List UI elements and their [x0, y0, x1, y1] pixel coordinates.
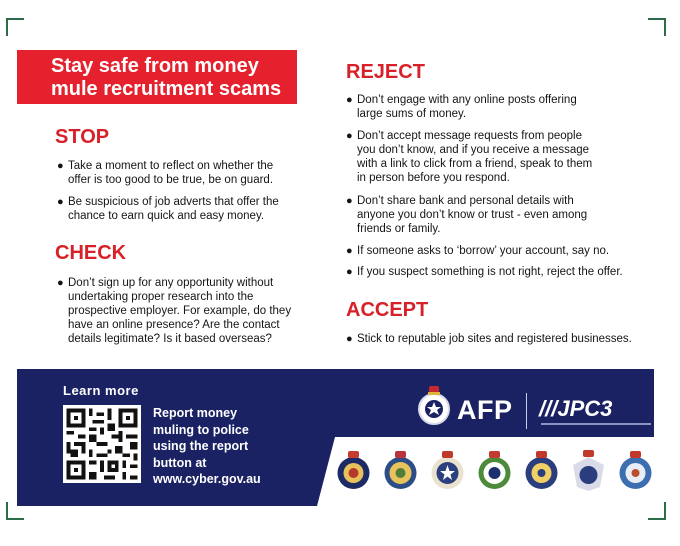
check-item-1 [57, 276, 291, 346]
check-heading: CHECK [55, 242, 127, 264]
bullet-icon: ● [346, 94, 353, 106]
reject-item-2-line-3: with a link to click from a friend, speak to them [357, 158, 593, 170]
corner-mark-top-right [648, 18, 666, 36]
tas-police-badge-icon [570, 449, 607, 492]
accept-item-1 [346, 332, 632, 346]
vic-police-badge-icon [429, 449, 466, 492]
check-item-1-line-5: details legitimate? Is it based overseas? [68, 333, 272, 345]
corner-mark-top-left [6, 18, 24, 36]
title-banner [17, 50, 297, 104]
title-line-2: mule recruitment scams [51, 78, 282, 100]
bullet-icon: ● [346, 245, 353, 257]
reject-item-1-line-2: large sums of money. [357, 108, 467, 120]
report-line-2: muling to police [153, 422, 249, 437]
reject-item-5-line-1: If you suspect something is not right, reject the offer. [357, 266, 623, 278]
report-line-4: button at [153, 455, 207, 470]
report-line-5[interactable]: www.cyber.gov.au [153, 472, 261, 486]
reject-item-4-line-1: If someone asks to ‘borrow’ your account, say no. [357, 245, 610, 257]
check-item-1-line-3: prospective employer. For example, do they [68, 305, 292, 317]
reject-item-3 [346, 194, 587, 236]
stop-item-1-line-2: offer is too good to be true, be on guard. [68, 174, 274, 186]
logo-divider [526, 393, 527, 429]
sa-police-badge-icon [476, 449, 513, 492]
check-item-1-line-2: undertaking proper research into the [68, 291, 254, 303]
afp-crest-icon [413, 383, 455, 427]
footer-panel [17, 369, 654, 506]
check-item-1-line-1: Don’t sign up for any opportunity without [68, 277, 274, 289]
bullet-icon: ● [346, 266, 353, 278]
reject-item-2 [346, 129, 592, 185]
report-line-3: using the report [153, 439, 249, 453]
bullet-icon: ● [346, 195, 353, 207]
reject-item-3-line-1: Don’t share bank and personal details with [357, 195, 574, 207]
nt-police-badge-icon [617, 449, 654, 492]
bullet-icon: ● [57, 277, 64, 289]
accept-item-1-line-1: Stick to reputable job sites and registered businesses. [357, 333, 632, 345]
stop-item-1-line-1: Take a moment to reflect on whether the [68, 160, 274, 172]
reject-item-4 [346, 244, 609, 258]
reject-item-3-line-3: friends or family. [357, 223, 441, 235]
reject-item-2-line-4: in person before you respond. [357, 172, 510, 184]
afp-logo-text: AFP [457, 395, 513, 425]
title-line-1: Stay safe from money [51, 55, 259, 77]
bullet-icon: ● [346, 333, 353, 345]
reject-item-3-line-2: anyone you don’t know or trust - even among [357, 209, 588, 221]
stop-item-2 [57, 195, 279, 223]
reject-item-2-line-1: Don’t accept message requests from people [357, 130, 583, 142]
qr-code-graphic [63, 405, 141, 483]
bullet-icon: ● [57, 196, 64, 208]
report-instructions [153, 405, 261, 488]
stop-item-1 [57, 159, 273, 187]
jpc3-logo-text: ///JPC3 [539, 396, 613, 421]
qr-code[interactable] [63, 405, 141, 483]
reject-item-1-line-1: Don’t engage with any online posts offering [357, 94, 577, 106]
stop-item-2-line-1: Be suspicious of job adverts that offer the [68, 196, 279, 208]
stop-heading: STOP [55, 126, 110, 148]
reject-item-1 [346, 93, 577, 121]
accept-heading: ACCEPT [346, 299, 429, 321]
bullet-icon: ● [346, 130, 353, 142]
report-line-1: Report money [153, 406, 238, 420]
jpc3-tagline-bar [541, 423, 651, 425]
nsw-police-badge-icon [335, 449, 372, 492]
stop-item-2-line-2: chance to earn quick and easy money. [68, 210, 265, 222]
reject-item-5 [346, 265, 623, 279]
reject-heading: REJECT [346, 61, 425, 83]
learn-more-label: Learn more [63, 383, 139, 398]
police-badges [335, 449, 654, 492]
reject-item-2-line-2: you don’t know, and if you receive a message [357, 144, 590, 156]
bullet-icon: ● [57, 160, 64, 172]
qld-police-badge-icon [382, 449, 419, 492]
check-item-1-line-4: have an online presence? Are the contact [68, 319, 280, 331]
wa-police-badge-icon [523, 449, 560, 492]
